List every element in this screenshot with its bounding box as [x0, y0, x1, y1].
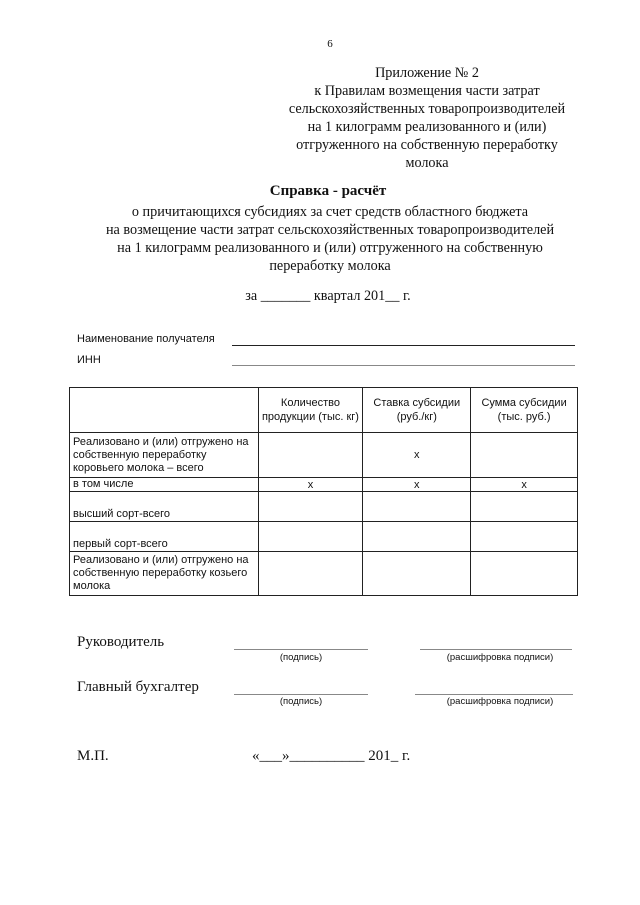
appendix-line: сельскохозяйственных товаропроизводителей	[288, 101, 566, 117]
table-header-row	[70, 388, 578, 433]
table-cell[interactable]	[471, 433, 578, 478]
appendix-line: молока	[405, 155, 449, 171]
table-row	[70, 492, 578, 522]
subtitle-line: о причитающихся субсидиях за счет средств областного бюджета	[131, 204, 529, 220]
table-header-cell: Сумма субсидии (тыс. руб.)	[471, 388, 578, 433]
table-header-cell: Количество продукции (тыс. кг)	[258, 388, 363, 433]
row-label: Реализовано и (или) отгружено на собственную переработку козьего молока	[70, 552, 259, 596]
inn-field-line[interactable]	[232, 365, 575, 366]
row-label: высший сорт-всего	[70, 492, 259, 522]
recipient-field-line[interactable]	[232, 345, 575, 346]
head-decode-caption: (расшифровка подписи)	[446, 652, 554, 663]
accountant-decode-line[interactable]	[415, 694, 573, 695]
head-decode-line[interactable]	[420, 649, 572, 650]
head-signature-line[interactable]	[234, 649, 368, 650]
table-cell[interactable]	[258, 433, 363, 478]
table-row	[70, 433, 578, 478]
table-cell[interactable]: х	[471, 478, 578, 492]
page-number: 6	[327, 38, 333, 50]
table-cell[interactable]: х	[258, 478, 363, 492]
table-cell[interactable]	[471, 492, 578, 522]
row-label: первый сорт-всего	[70, 522, 259, 552]
period-line: за _______ квартал 201__ г.	[245, 288, 411, 304]
stamp-label: М.П.	[77, 748, 109, 764]
table-header-cell	[70, 388, 259, 433]
table-cell[interactable]: х	[363, 433, 471, 478]
accountant-label: Главный бухгалтер	[77, 679, 199, 695]
table-cell[interactable]	[258, 522, 363, 552]
table-cell[interactable]	[363, 552, 471, 596]
recipient-label: Наименование получателя	[77, 333, 215, 345]
appendix-heading	[262, 64, 592, 172]
accountant-decode-caption: (расшифровка подписи)	[446, 696, 554, 707]
table-cell[interactable]	[258, 552, 363, 596]
table-cell[interactable]	[471, 522, 578, 552]
table-cell[interactable]	[363, 522, 471, 552]
document-title: Справка - расчёт	[269, 183, 387, 199]
head-label: Руководитель	[77, 634, 165, 650]
appendix-line: на 1 килограмм реализованного и (или)	[307, 119, 547, 135]
table-row	[70, 522, 578, 552]
head-signature-caption: (подпись)	[279, 652, 323, 663]
document-subtitle	[60, 203, 600, 275]
subtitle-line: на возмещение части затрат сельскохозяйственных товаропроизводителей	[105, 222, 555, 238]
appendix-line: отгруженного на собственную переработку	[296, 137, 558, 153]
date-line: «___»__________ 201_ г.	[252, 748, 411, 764]
row-label: в том числе	[70, 478, 259, 492]
subsidy-table	[69, 387, 578, 596]
subtitle-line: переработку молока	[269, 258, 391, 274]
table-row	[70, 478, 578, 492]
table-cell[interactable]	[258, 492, 363, 522]
table-cell[interactable]: х	[363, 478, 471, 492]
accountant-signature-caption: (подпись)	[279, 696, 323, 707]
inn-label: ИНН	[77, 354, 101, 366]
table-cell[interactable]	[471, 552, 578, 596]
accountant-signature-line[interactable]	[234, 694, 368, 695]
subtitle-line: на 1 килограмм реализованного и (или) отгруженного на собственную	[117, 240, 543, 256]
table-row	[70, 552, 578, 596]
appendix-line: к Правилам возмещения части затрат	[314, 83, 540, 99]
table-header-cell: Ставка субсидии (руб./кг)	[363, 388, 471, 433]
appendix-line: Приложение № 2	[375, 65, 479, 81]
row-label: Реализовано и (или) отгружено на собственную переработку коровьего молока – всего	[70, 433, 259, 478]
table-cell[interactable]	[363, 492, 471, 522]
